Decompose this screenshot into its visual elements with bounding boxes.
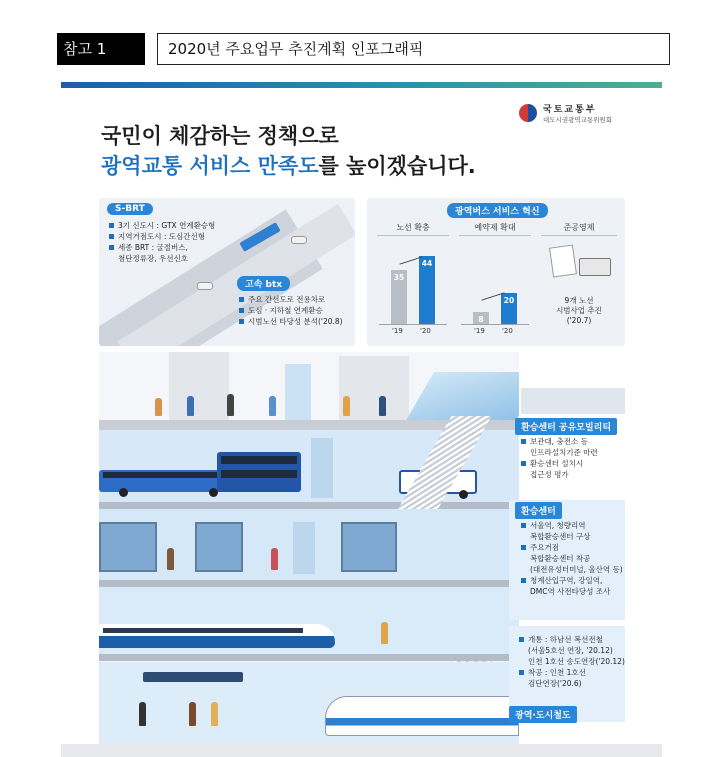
logo-name: 국토교통부 [543,105,597,115]
chart-baseline [379,324,447,325]
elevator-door [293,522,315,574]
scooter-rider [379,396,386,416]
bar-label-reservation-2019: 8 [478,315,484,324]
taegeuk-logo-icon [519,104,537,122]
bus-window [221,456,297,464]
headline-rest: 를 높이겠습니다. [318,154,476,178]
mobility-list [521,436,598,480]
list-item: 주요거점 [521,542,623,553]
direction-sign [143,672,243,682]
headline-line2 [101,150,476,180]
btx-tag: 고속 btx [237,276,290,291]
year-label: '19 [474,327,485,335]
list-item: 착공 : 인천 1호선 [519,667,625,678]
column-rule [377,235,449,236]
car-icon [197,282,213,290]
list-item-continued: 복합환승센터 구상 [530,532,591,541]
floor-slab [99,580,519,587]
bar-label-reservation-2020: 20 [503,296,515,305]
car-icon [291,236,307,244]
headline-highlight: 광역교통 서비스 만족도 [101,154,319,178]
logo-subtitle: 대도시권광역교통위원회 [543,116,613,124]
infographic [61,92,662,744]
cyclist [343,396,350,416]
list-item-continued: 인프라설치기준 마련 [530,448,598,457]
list-item-continued: 검단연장('20.6) [528,679,582,688]
bus-icon [579,258,611,276]
bar-label-route-2019: 35 [393,273,405,282]
list-item: 도심 · 지하철 연계환승 [239,305,343,316]
column-rule [541,235,617,236]
year-label: '19 [392,327,403,335]
semi-public-caption-1: 9개 노선 [564,296,594,305]
list-item-continued: 복합환승센터 착공 [530,554,591,563]
document-title: 2020년 주요업무 추진계획 인포그래픽 [157,33,670,65]
sbrt-panel [99,198,355,346]
checklist-icon [549,244,577,277]
sbrt-list [109,220,215,264]
light-rail-train-illustration [325,696,519,736]
list-item: 주요 간선도로 전용차로 [239,294,343,305]
transfer-center-list [521,520,623,597]
divider-bar [61,82,662,88]
pedestrian [189,702,196,726]
shop-window [341,522,397,572]
bike-rack-illustration [521,388,625,414]
column-semi-public: 준공영제 [563,223,595,232]
rail-list [519,634,625,689]
column-route-expansion: 노선 확충 [396,223,430,232]
list-item: 보관대, 충전소 등 [521,436,598,447]
pedestrian [187,396,194,416]
cyclist [269,396,276,416]
bus-window [103,472,231,478]
list-item: 환승센터 설치시 [521,458,598,469]
elevator-shaft [311,438,333,498]
list-item-continued: 접근성 평가 [530,470,569,479]
list-item: 시범노선 타당성 분석('20.8) [239,316,343,327]
pedestrian [227,394,234,416]
floor-slab [99,654,519,661]
reference-label: 참고 1 [57,33,145,65]
column-reservation: 예약제 확대 [474,223,516,232]
bus-service-tag: 광역버스 서비스 혁신 [447,203,548,218]
wheel-icon [459,490,468,499]
list-item: 개통 : 하남선 복선전철 [519,634,625,645]
footer-bar [61,744,662,757]
chart-baseline [461,324,529,325]
year-label: '20 [420,327,431,335]
transit-hub-illustration [99,352,519,744]
wheelchair-user [211,702,218,726]
list-item-continued: (대전유성터미널, 울산역 등) [530,565,623,574]
semi-public-caption-3: ('20.7) [566,316,592,325]
pedestrian [381,622,388,644]
pedestrian [167,548,174,570]
shop-window [195,522,243,572]
sbrt-tag: S-BRT [107,203,153,215]
list-item-continued: 첨단정류장, 우선신호 [118,254,188,263]
list-item: 청계산입구역, 강일역, [521,575,623,586]
train-window [103,628,303,633]
list-item: 지역거점도시 : 도심간선형 [109,231,215,242]
shop-window [99,522,157,572]
list-item-continued: (서울5호선 연장, '20.12) [528,646,613,655]
transfer-center-tag: 환승센터 [515,502,562,519]
wheel-icon [119,488,128,497]
list-item: 서울역, 청량리역 [521,520,623,531]
pedestrian [155,398,162,416]
year-label: '20 [502,327,513,335]
column-rule [459,235,531,236]
bar-label-route-2020: 44 [421,259,433,268]
list-item-continued: DMC역 사전타당성 조사 [530,587,611,596]
headline-line1: 국민이 체감하는 정책으로 [101,124,339,148]
btx-list [239,294,343,327]
floor-slab [99,502,519,509]
pedestrian [139,702,146,726]
list-item: 세종 BRT : 굴절버스, [109,242,215,253]
background-building [169,352,229,422]
mobility-tag: 환승센터 공유모빌리티 [515,418,617,435]
bus-window [221,470,297,478]
pedestrian [271,548,278,570]
bus-service-panel [367,198,625,346]
list-item-continued: 인천 1호선 송도연장('20.12) [528,657,625,666]
list-item: 3기 신도시 : GTX 연계환승형 [109,220,215,231]
ministry-logo [519,102,639,130]
elevator-tower [285,364,311,422]
semi-public-caption-2: 시범사업 추진 [556,306,602,315]
rail-tag: 광역·도시철도 [509,706,577,723]
